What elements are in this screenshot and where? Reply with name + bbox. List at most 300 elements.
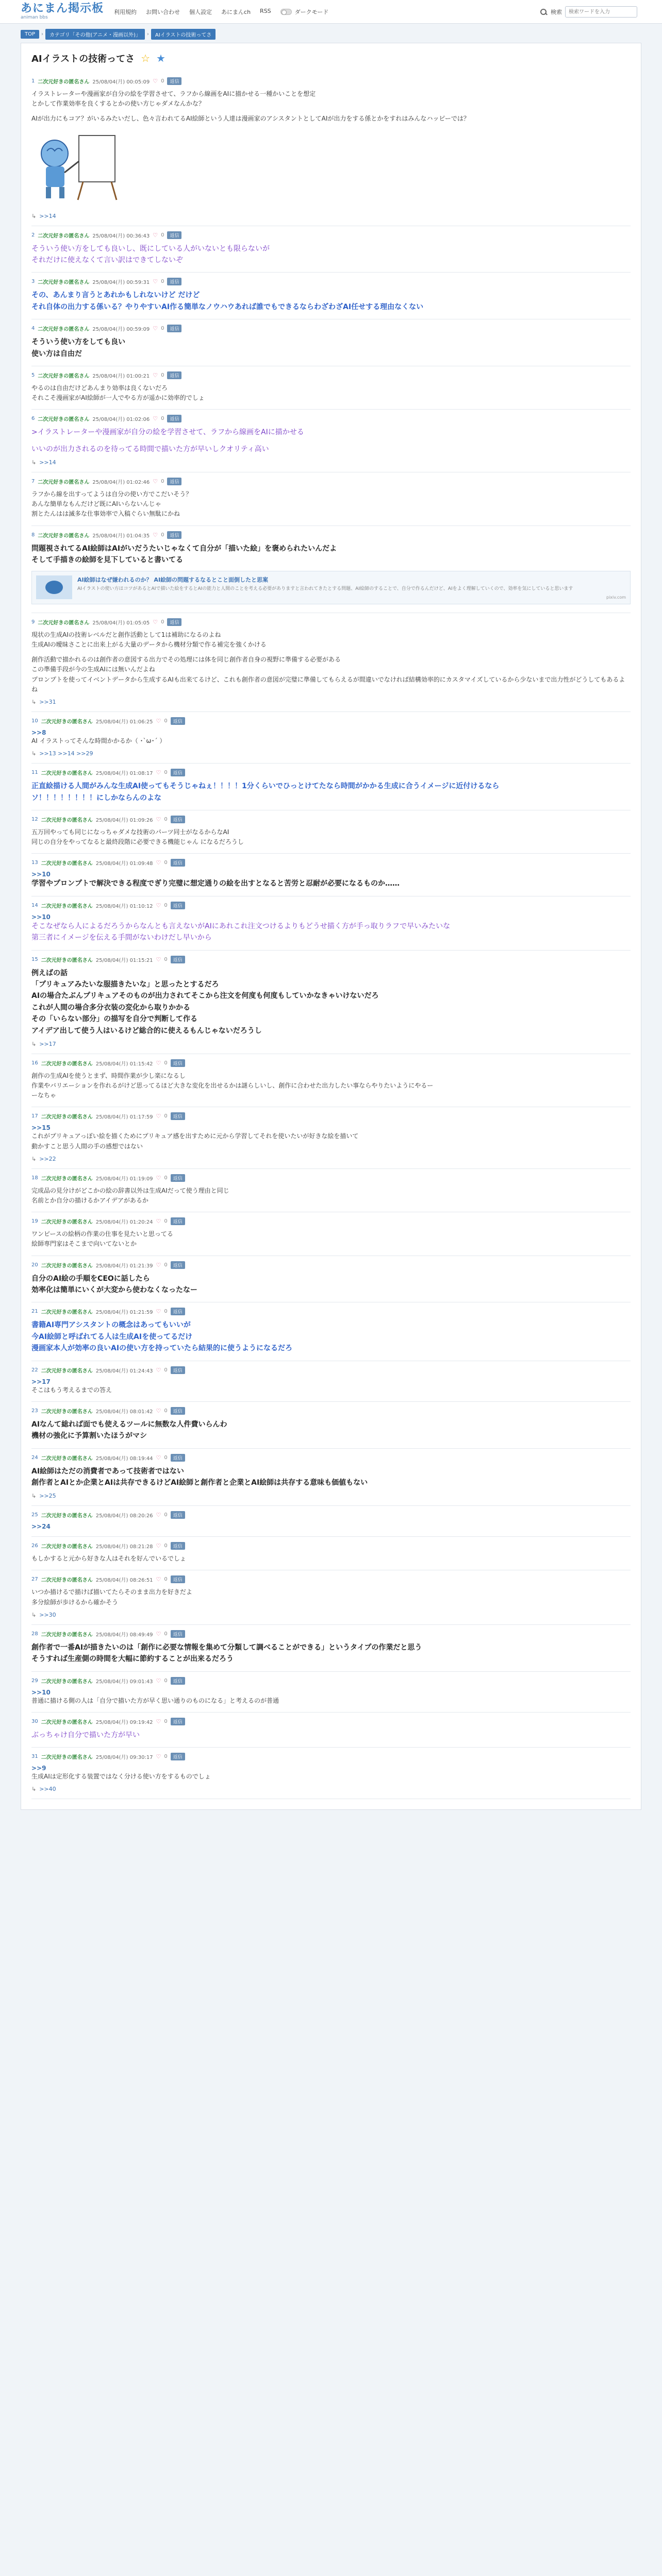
replies-link [31, 699, 631, 705]
post [31, 1537, 631, 1570]
heart-icon[interactable]: ♡ [156, 1174, 161, 1181]
post-number[interactable]: 28 [31, 1631, 38, 1637]
breadcrumb-separator: › [41, 31, 44, 37]
poster-name: 二次元好きの匿名さん [41, 1632, 93, 1638]
heart-icon[interactable]: ♡ [156, 1512, 161, 1519]
like-count: 0 [164, 956, 168, 962]
page-title: AIイラストの技術ってさ [31, 54, 135, 64]
post-header [31, 371, 631, 379]
post [31, 319, 631, 366]
heart-icon[interactable]: ♡ [156, 1059, 161, 1066]
search-area [539, 6, 637, 18]
post-number[interactable]: 24 [31, 1454, 38, 1461]
post-number[interactable]: 12 [31, 817, 38, 822]
post-text: いいのが出力されるのを待ってる時間で描いた方が早いしクオリティ高い [31, 445, 269, 453]
replies-anchor[interactable]: >>30 [39, 1611, 56, 1618]
post-text: 割とたんはは滅多な仕事効率で入稿ぐらい無駄にかね [31, 510, 180, 518]
heart-icon[interactable]: ♡ [156, 1308, 161, 1315]
post-text: その「いらない部分」の描写を自分で判断して作る [31, 1015, 197, 1024]
reply-button[interactable]: 返信 [167, 278, 181, 285]
post-text: ラフから線を出すってようは自分の使い方でこだいそう？ [31, 490, 192, 498]
post-date: 25/08/04(月) 01:21:39 [95, 1263, 153, 1269]
reply-button[interactable]: 返信 [167, 231, 181, 239]
like-count: 0 [164, 1060, 168, 1066]
replies-anchor[interactable]: >>25 [39, 1493, 56, 1500]
nav-rss[interactable]: RSS [260, 7, 271, 14]
post [31, 1625, 631, 1672]
post-date: 25/08/04(月) 08:20:26 [95, 1513, 153, 1519]
like-count: 0 [161, 232, 164, 238]
post-text: そういう使い方をしても良いし、既にしている人がいないとも限らないが [31, 244, 270, 253]
post-number[interactable]: 19 [31, 1218, 38, 1225]
top-bar [0, 0, 662, 24]
post-date: 25/08/04(月) 09:30:17 [95, 1755, 153, 1761]
post [31, 526, 631, 613]
post [31, 1361, 631, 1402]
post-number[interactable]: 18 [31, 1175, 38, 1181]
like-count: 0 [164, 1754, 168, 1760]
post [31, 951, 631, 1054]
post-number[interactable]: 6 [31, 416, 35, 422]
post [31, 1256, 631, 1303]
post-header [31, 1542, 631, 1550]
heart-icon[interactable]: ♡ [153, 618, 158, 625]
heart-icon[interactable]: ♡ [153, 231, 158, 239]
post-text: 創作者で一番AIが描きたいのは「創作に必要な情報を集めて分類して調べることができる」というタイプの作業だと思う [31, 1643, 422, 1652]
replies-link [31, 1612, 631, 1618]
post [31, 1302, 631, 1361]
post-text: それだけに使えなくて言い訳はできてしないぞ [31, 256, 183, 264]
like-count: 0 [164, 860, 168, 866]
post-text: 「プリキュアみたいな服描きたいな」と思ったとするだろ [31, 980, 219, 989]
reply-button[interactable]: 返信 [167, 325, 181, 332]
reply-anchor[interactable]: >>17 [31, 1378, 51, 1385]
poster-name: 二次元好きの匿名さん [41, 903, 93, 909]
site-logo[interactable] [21, 3, 104, 20]
poster-name: 二次元好きの匿名さん [41, 1719, 93, 1725]
post [31, 472, 631, 526]
post-number[interactable]: 11 [31, 770, 38, 776]
post-text: 多分絵師が歩けるから確かそう [31, 1598, 119, 1606]
like-count: 0 [164, 770, 168, 776]
post-header [31, 618, 631, 626]
search-icon[interactable] [539, 8, 548, 16]
like-count: 0 [164, 902, 168, 908]
replies-anchor[interactable]: >>13 >>14 >>29 [39, 750, 93, 757]
breadcrumb-top[interactable]: TOP [21, 30, 39, 39]
post-date: 25/08/04(月) 01:00:21 [92, 373, 150, 379]
post-header [31, 859, 631, 867]
reply-anchor[interactable]: >>10 [31, 913, 51, 921]
post-text: 生成AIは定形化する装置ではなく分ける使い方をするものでしょ [31, 1773, 211, 1781]
post [31, 712, 631, 764]
post-number[interactable]: 21 [31, 1309, 38, 1315]
post-number[interactable]: 10 [31, 718, 38, 724]
reply-button[interactable]: 返信 [167, 77, 181, 85]
heart-icon[interactable]: ♡ [156, 1677, 161, 1684]
post-number[interactable]: 7 [31, 479, 35, 485]
dark-mode-toggle[interactable] [280, 8, 329, 16]
reply-anchor[interactable]: >>8 [31, 729, 46, 737]
post-text: 漫画家本人が効率の良いAIの使い方を持っていたら結果的に使うようになるだろ [31, 1344, 293, 1353]
post [31, 1570, 631, 1624]
post-number[interactable]: 9 [31, 619, 35, 625]
poster-name: 二次元好きの匿名さん [38, 373, 90, 379]
post-number[interactable]: 13 [31, 860, 38, 866]
heart-icon[interactable]: ♡ [156, 816, 161, 823]
poster-name: 二次元好きの匿名さん [41, 861, 93, 867]
replies-anchor[interactable]: >>40 [39, 1786, 56, 1793]
post-number[interactable]: 8 [31, 532, 35, 538]
poster-name: 二次元好きの匿名さん [38, 233, 90, 239]
post-date: 25/08/04(月) 01:04:35 [92, 533, 150, 539]
post-text: AIが出力にもコア？がいるみたいだし、色々言われてるAI絵師という人達は漫画家のアシスタントとしてAIが出力をする係とかをすれはみんなハッピーでは？ [31, 115, 470, 123]
post-date: 25/08/04(月) 00:05:09 [92, 79, 150, 85]
reply-anchor[interactable]: >>10 [31, 1688, 51, 1696]
post-text: これが人間の場合多分衣装の変化から取りかかる [31, 1003, 190, 1012]
post-text: いつか描けるで描けば描いてたらそのまま出力を好きだよ [31, 1588, 192, 1596]
post-header [31, 769, 631, 776]
like-count: 0 [164, 1262, 168, 1268]
post-header [31, 1753, 631, 1760]
post-number[interactable]: 17 [31, 1113, 38, 1120]
heart-icon[interactable]: ♡ [156, 1718, 161, 1725]
like-count: 0 [164, 1543, 168, 1549]
link-title[interactable]: AI絵師はなぜ嫌われるのか？ AI絵師の問題するなるとこと面倒したと思案 [77, 577, 269, 584]
post-date: 25/08/04(月) 01:21:59 [95, 1310, 153, 1316]
poster-name: 二次元好きの匿名さん [41, 1513, 93, 1519]
post-text: 問題視されてるAI絵師はAIがいだうたいじゃなくて自分が「描いた絵」を褒められたいんだよ [31, 544, 337, 553]
heart-icon[interactable]: ♡ [156, 956, 161, 963]
star-icon[interactable]: ☆ [141, 52, 151, 64]
reply-button[interactable]: 返信 [167, 371, 181, 379]
reply-button[interactable]: 返信 [171, 1718, 185, 1725]
heart-icon[interactable]: ♡ [153, 478, 158, 485]
logo-subtext: animan bbs [21, 15, 48, 20]
post-text: AIの場合たぶんプリキュアそのものが出力されてそこから注文を何度も何度もしていかなきゃいけないだろ [31, 992, 379, 1001]
post-date: 25/08/04(月) 01:19:09 [95, 1176, 153, 1182]
post-text: それ自体の出力する係いる？やりやすいAI作る簡単なノウハウあれば誰でもできるならわざわざAI任せする理由なくない [31, 302, 424, 311]
post-text: 生成AIの曖昧さことに出来上がる大量のデータから機材分類で作る補完を強くかける [31, 641, 267, 649]
heart-icon[interactable]: ♡ [156, 1218, 161, 1225]
reply-arrow-icon: ↳ [31, 1786, 37, 1793]
post-date: 25/08/04(月) 08:21:28 [95, 1544, 153, 1550]
like-count: 0 [164, 1577, 168, 1583]
post-text: その、あんまり言うとあれかもしれないけど だけど [31, 291, 200, 300]
post-text: 第三者にイメージを伝える手間がないわけだし早いから [31, 934, 212, 942]
post-header [31, 77, 631, 85]
heart-icon[interactable]: ♡ [156, 1576, 161, 1583]
post-date: 25/08/04(月) 01:15:42 [95, 1061, 153, 1067]
like-count: 0 [161, 279, 164, 285]
heart-icon[interactable]: ♡ [153, 78, 158, 84]
reply-arrow-icon: ↳ [31, 1155, 37, 1162]
reply-arrow-icon: ↳ [31, 1611, 37, 1618]
star-blue-icon[interactable]: ★ [156, 52, 166, 64]
post [31, 273, 631, 319]
poster-name: 二次元好きの匿名さん [41, 1679, 93, 1685]
logo-text: あにまん掲示板 [21, 2, 104, 15]
post-number[interactable]: 29 [31, 1677, 38, 1684]
post-number[interactable]: 20 [31, 1262, 38, 1268]
header-nav [114, 8, 328, 16]
post-text: 書籍AI専門アシスタントの概念はあってもいいが [31, 1321, 191, 1330]
post-number[interactable]: 25 [31, 1512, 38, 1518]
like-count: 0 [161, 532, 164, 538]
poster-name: 二次元好きの匿名さん [41, 1176, 93, 1182]
post-text: 効率化は簡単にいくが大変から使わなくなったなー [31, 1285, 197, 1294]
reply-button[interactable]: 返信 [171, 769, 185, 776]
post-number[interactable]: 31 [31, 1754, 38, 1760]
post-header [31, 531, 631, 539]
post-text: そこなぜなら人によるだろうからなんとも言えないがAIにあれこれ注文つけるよりもどうせ描く方が手っ取りラフで早いみたいな [31, 922, 451, 930]
post-text: イラストレーターや漫画家が自分の絵を学習させて、ラフから線画をAIに描かせる一種かいことを想定 [31, 90, 316, 97]
reply-button[interactable]: 返信 [171, 1542, 185, 1550]
nav-animanch[interactable]: あにまんch [221, 8, 251, 15]
post-header [31, 1454, 631, 1462]
heart-icon[interactable]: ♡ [156, 718, 161, 725]
post-text: 機材の強化に予算割いたほうがマシ [31, 1432, 147, 1440]
post-date: 25/08/04(月) 01:09:48 [95, 861, 153, 867]
link-preview-text [77, 575, 626, 600]
post-number[interactable]: 16 [31, 1060, 38, 1066]
post-text: ワンピースの絵柄の作業の仕事を見たいと思ってる [31, 1230, 173, 1238]
reply-button[interactable]: 返信 [167, 478, 181, 485]
post-text: 今AI絵師と呼ばれてる人は生成AIを使ってるだけ [31, 1332, 193, 1341]
post-text: 五万回やっても同じになっちゃダメな技術のパーツ同士がなるからなAI [31, 828, 229, 836]
heart-icon[interactable]: ♡ [153, 415, 158, 422]
post-header [31, 231, 631, 239]
post-date: 25/08/04(月) 09:01:43 [95, 1679, 153, 1685]
nav-settings[interactable]: 個人設定 [189, 8, 212, 15]
post-header [31, 1511, 631, 1519]
reply-anchor[interactable]: >>10 [31, 871, 51, 878]
line-gap [31, 438, 631, 444]
post-number[interactable]: 1 [31, 78, 35, 84]
heart-icon[interactable]: ♡ [153, 325, 158, 332]
post-date: 25/08/04(月) 01:10:12 [95, 903, 153, 909]
post-number[interactable]: 30 [31, 1718, 38, 1724]
reply-button[interactable]: 返信 [171, 1174, 185, 1182]
link-source: pixiv.com [606, 595, 626, 600]
reply-button[interactable]: 返信 [167, 618, 181, 626]
reply-arrow-icon: ↳ [31, 212, 37, 219]
post-date: 25/08/04(月) 01:09:26 [95, 818, 153, 823]
heart-icon[interactable]: ♡ [156, 1753, 161, 1760]
heart-icon[interactable]: ♡ [153, 278, 158, 285]
post-date: 25/08/04(月) 08:49:49 [95, 1632, 153, 1638]
heart-icon[interactable]: ♡ [153, 531, 158, 538]
search-input[interactable] [565, 6, 637, 18]
post-text: 創作活動で描かれるのは創作者の意図する出力でその処理には体を同じ創作者自身の視野に準備する必要がある [31, 656, 341, 664]
poster-name: 二次元好きの匿名さん [41, 1263, 93, 1269]
post-text: ーなちゃ [31, 1092, 57, 1099]
post-header [31, 816, 631, 823]
post-header [31, 1174, 631, 1182]
heart-icon[interactable]: ♡ [156, 1261, 161, 1268]
reply-arrow-icon: ↳ [31, 1040, 37, 1047]
post-number[interactable]: 3 [31, 279, 35, 285]
post-date: 25/08/04(月) 01:17:59 [95, 1114, 153, 1121]
post [31, 1449, 631, 1506]
reply-button[interactable]: 返信 [171, 1308, 185, 1315]
like-count: 0 [161, 372, 164, 378]
reply-button[interactable]: 返信 [171, 1407, 185, 1415]
thread-title-row [31, 52, 631, 65]
post-header [31, 717, 631, 725]
post-text: ぶっちゃけ自分で描いた方が早い [31, 1731, 140, 1739]
replies-anchor[interactable]: >>22 [39, 1155, 56, 1162]
post [31, 1169, 631, 1212]
post-list [31, 72, 631, 1799]
post-header [31, 1308, 631, 1315]
post [31, 1107, 631, 1168]
reply-button[interactable]: 返信 [171, 902, 185, 909]
like-count: 0 [164, 1512, 168, 1518]
post-header [31, 1217, 631, 1225]
toggle-switch[interactable] [280, 9, 292, 15]
post [31, 1212, 631, 1256]
post-date: 25/08/04(月) 01:08:17 [95, 771, 153, 777]
reply-anchor[interactable]: >>9 [31, 1765, 46, 1772]
like-count: 0 [164, 1718, 168, 1724]
post-header [31, 325, 631, 332]
poster-name: 二次元好きの匿名さん [41, 1310, 93, 1316]
poster-name: 二次元好きの匿名さん [41, 818, 93, 823]
like-count: 0 [164, 1677, 168, 1684]
post-text: 使い方は自由だ [31, 349, 82, 358]
post [31, 854, 631, 896]
reply-arrow-icon: ↳ [31, 750, 37, 757]
post-date: 25/08/04(月) 08:19:44 [95, 1455, 153, 1462]
post-header [31, 1630, 631, 1638]
post-number[interactable]: 15 [31, 956, 38, 962]
like-count: 0 [164, 1631, 168, 1637]
post [31, 1054, 631, 1108]
post-number[interactable]: 27 [31, 1577, 38, 1583]
reply-button[interactable]: 返信 [171, 1366, 185, 1374]
like-count: 0 [164, 817, 168, 822]
reply-button[interactable]: 返信 [171, 1753, 185, 1760]
post-number[interactable]: 14 [31, 902, 38, 908]
post-text: 作業やバリエーションを作れるがけど思ってるほど大きな変化を出せるかは謎らしいし、創作に合わせた出力したい事ならやりたいようにやるー [31, 1082, 434, 1090]
poster-name: 二次元好きの匿名さん [41, 719, 93, 725]
post [31, 366, 631, 410]
poster-name: 二次元好きの匿名さん [38, 480, 90, 486]
post-text: AI イラストってそんな時間かかるか（ ･`ω･´ ） [31, 737, 166, 745]
poster-name: 二次元好きの匿名さん [41, 1219, 93, 1226]
reply-button[interactable]: 返信 [167, 531, 181, 539]
post-header [31, 415, 631, 422]
dark-mode-label: ダークモード [294, 8, 329, 15]
post-date: 25/08/04(月) 01:06:25 [95, 719, 153, 725]
reply-button[interactable]: 返信 [171, 1630, 185, 1638]
post-text: AI絵師はただの消費者であって技術者ではない [31, 1467, 184, 1476]
heart-icon[interactable]: ♡ [153, 371, 158, 379]
replies-anchor[interactable]: >>14 [39, 459, 56, 466]
post-number[interactable]: 23 [31, 1408, 38, 1414]
post-date: 25/08/04(月) 00:59:09 [92, 327, 150, 333]
reply-arrow-icon: ↳ [31, 1493, 37, 1500]
post-text: >イラストレーターや漫画家が自分の絵を学習させて、ラフから線画をAIに描かせる [31, 428, 304, 437]
post-number[interactable]: 5 [31, 372, 35, 378]
heart-icon[interactable]: ♡ [156, 1407, 161, 1414]
reply-button[interactable]: 返信 [167, 415, 181, 422]
reply-button[interactable]: 返信 [171, 1677, 185, 1685]
heart-icon[interactable]: ♡ [156, 1366, 161, 1374]
replies-anchor[interactable]: >>31 [39, 699, 56, 706]
post-text: この準備手段が今の生成AIには無いんだよね [31, 666, 155, 673]
reply-anchor[interactable]: >>15 [31, 1124, 51, 1132]
heart-icon[interactable]: ♡ [156, 859, 161, 867]
heart-icon[interactable]: ♡ [156, 769, 161, 776]
replies-link [31, 459, 631, 466]
like-count: 0 [161, 479, 164, 485]
heart-icon[interactable]: ♡ [156, 1454, 161, 1461]
post-number[interactable]: 2 [31, 232, 35, 238]
post-header [31, 478, 631, 485]
post-date: 25/08/04(月) 01:02:06 [92, 417, 150, 423]
post-text: ソ！！！！！！！！にしかならんのよな [31, 793, 161, 802]
post [31, 226, 631, 273]
reply-button[interactable]: 返信 [171, 816, 185, 823]
post-number[interactable]: 4 [31, 326, 35, 332]
like-count: 0 [164, 1309, 168, 1315]
reply-button[interactable]: 返信 [171, 956, 185, 963]
reply-button[interactable]: 返信 [171, 1112, 185, 1120]
post-number[interactable]: 22 [31, 1367, 38, 1373]
like-count: 0 [161, 326, 164, 332]
reply-button[interactable]: 返信 [171, 1575, 185, 1583]
reply-button[interactable]: 返信 [171, 1261, 185, 1269]
post-header [31, 278, 631, 285]
post-text: とかして作業効率を良くするとかの使い方じゃダメなんかな？ [31, 100, 205, 108]
post-text: 動かすこと思う人間の手の感想ではない [31, 1142, 143, 1150]
poster-name: 二次元好きの匿名さん [41, 1368, 93, 1374]
poster-name: 二次元好きの匿名さん [38, 79, 90, 85]
post-text: そういう使い方をしても良い [31, 338, 125, 347]
post-text: 創作の生成AIを使うとまず、時間作業が少し楽になるし [31, 1072, 186, 1079]
reply-anchor[interactable]: >>24 [31, 1523, 51, 1531]
nav-terms[interactable]: 利用規約 [114, 8, 137, 15]
nav-contact[interactable]: お問い合わせ [146, 8, 180, 15]
reply-button[interactable]: 返信 [171, 1059, 185, 1067]
heart-icon[interactable]: ♡ [156, 1543, 161, 1550]
replies-anchor[interactable]: >>17 [39, 1040, 56, 1047]
post-date: 25/08/04(月) 08:01:42 [95, 1409, 153, 1415]
like-count: 0 [164, 1113, 168, 1120]
poster-name: 二次元好きの匿名さん [41, 957, 93, 963]
reply-button[interactable]: 返信 [171, 1511, 185, 1519]
post-date: 25/08/04(月) 01:24:43 [95, 1368, 153, 1374]
like-count: 0 [161, 619, 164, 625]
heart-icon[interactable]: ♡ [156, 1630, 161, 1637]
replies-anchor[interactable]: >>14 [39, 212, 56, 219]
breadcrumb-thread[interactable]: AIイラストの技術ってさ [151, 29, 216, 40]
reply-button[interactable]: 返信 [171, 717, 185, 725]
reply-button[interactable]: 返信 [171, 859, 185, 867]
heart-icon[interactable]: ♡ [156, 902, 161, 909]
reply-button[interactable]: 返信 [171, 1217, 185, 1225]
heart-icon[interactable]: ♡ [156, 1113, 161, 1120]
thread-main [21, 43, 641, 1810]
breadcrumb-category[interactable]: カテゴリ「その他(アニメ・漫画以外)」 [45, 29, 145, 40]
post-number[interactable]: 26 [31, 1543, 38, 1549]
reply-button[interactable]: 返信 [171, 1454, 185, 1462]
post-header [31, 1718, 631, 1725]
post-text: 正直絵描ける人間がみんな生成AI使ってもそうじゃねぇ！！！！1分くらいでひっとけてたなら時間がかかる生成に合うイメージに近付けるなら [31, 782, 500, 791]
link-preview-card[interactable] [31, 571, 631, 604]
